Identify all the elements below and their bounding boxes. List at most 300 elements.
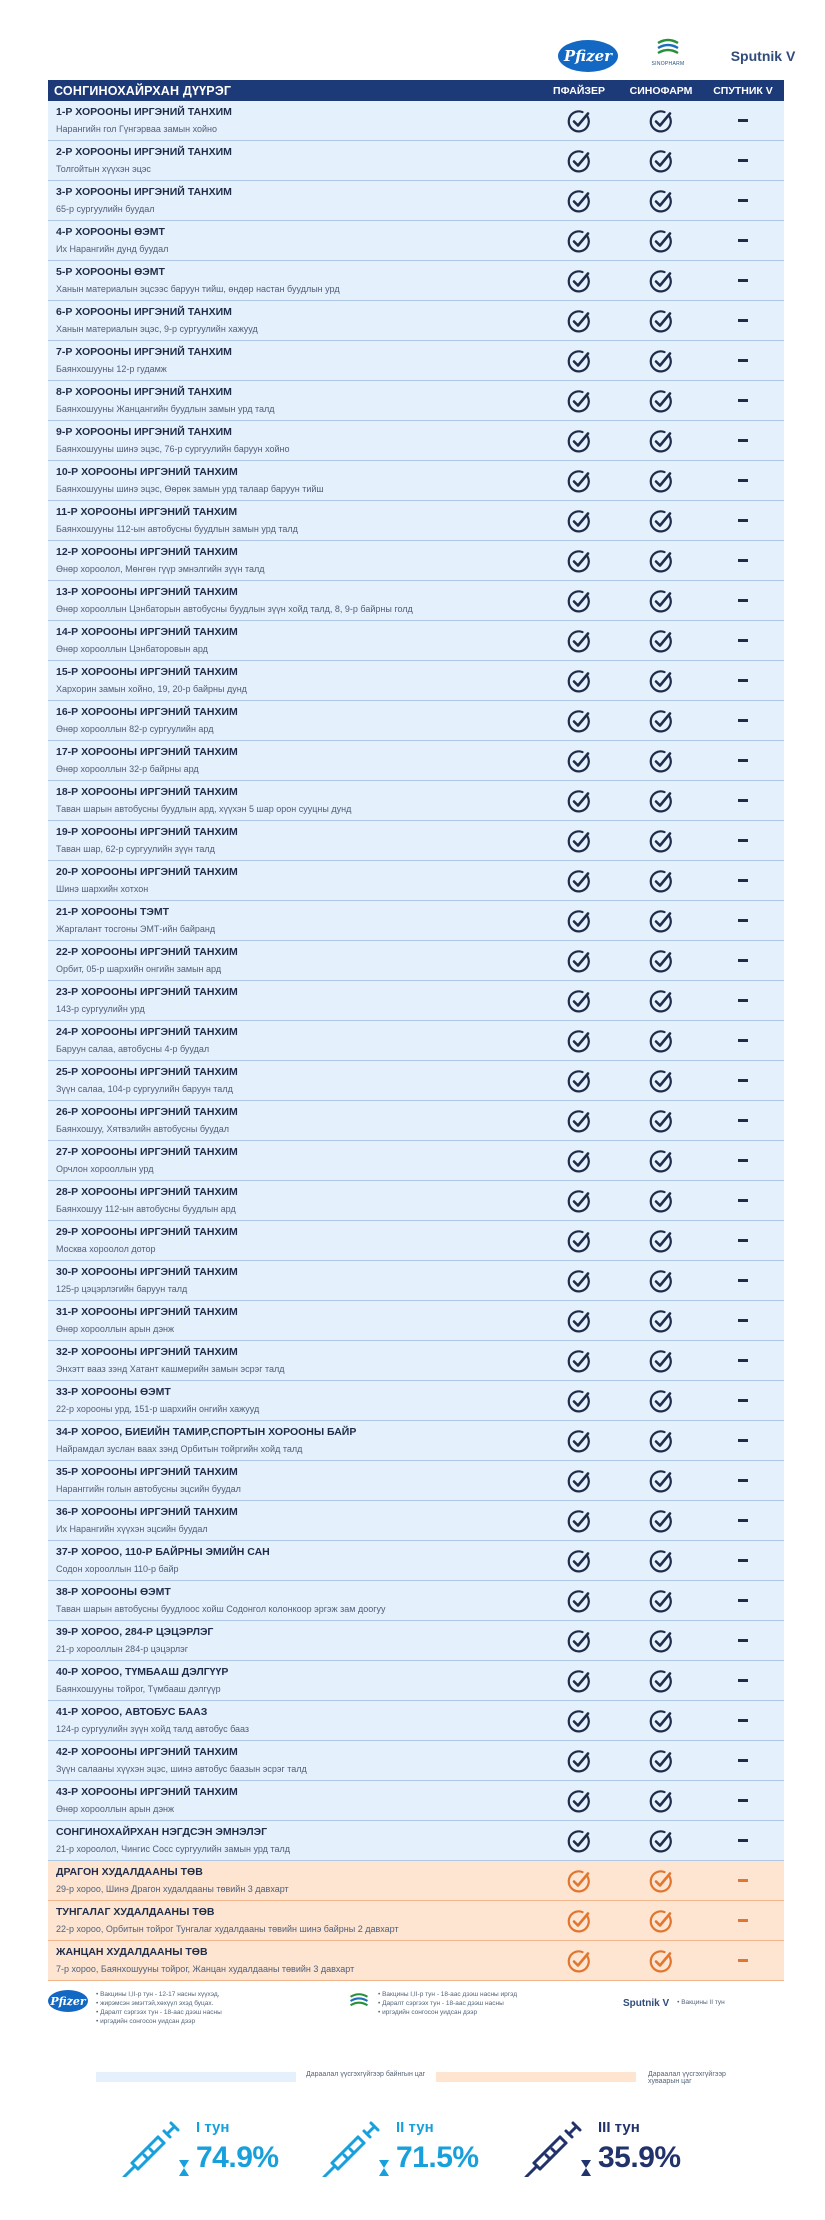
check-circle-icon bbox=[567, 1029, 591, 1053]
site-name: ЖАНЦАН ХУДАЛДААНЫ ТӨВ bbox=[56, 1946, 208, 1958]
dash-icon bbox=[738, 1199, 748, 1202]
site-info bbox=[48, 141, 538, 180]
dash-icon bbox=[738, 799, 748, 802]
logo-bar bbox=[0, 0, 825, 80]
cell-sinopharm bbox=[620, 1381, 702, 1420]
cell-sputnik bbox=[702, 1941, 784, 1980]
check-circle-icon bbox=[567, 869, 591, 893]
site-info bbox=[48, 1381, 538, 1420]
site-info bbox=[48, 1061, 538, 1100]
cell-pfizer bbox=[538, 101, 620, 140]
site-name: 19-Р ХОРООНЫ ИРГЭНИЙ ТАНХИМ bbox=[56, 826, 238, 838]
cell-sputnik bbox=[702, 661, 784, 700]
cell-pfizer bbox=[538, 1861, 620, 1900]
site-info bbox=[48, 1221, 538, 1260]
table-row bbox=[48, 1741, 784, 1781]
table-row bbox=[48, 1581, 784, 1621]
site-info bbox=[48, 461, 538, 500]
table-row bbox=[48, 221, 784, 261]
site-info bbox=[48, 1741, 538, 1780]
site-address: Өнөр хорооллын арын дэнж bbox=[56, 1804, 175, 1814]
check-circle-icon bbox=[567, 509, 591, 533]
pfizer-logo-text: Pfizer bbox=[563, 47, 613, 65]
check-circle-icon bbox=[649, 229, 673, 253]
site-name: 2-Р ХОРООНЫ ИРГЭНИЙ ТАНХИМ bbox=[56, 146, 232, 158]
check-circle-icon bbox=[649, 709, 673, 733]
check-circle-icon bbox=[649, 789, 673, 813]
check-circle-icon bbox=[649, 1029, 673, 1053]
cell-sinopharm bbox=[620, 1541, 702, 1580]
dash-icon bbox=[738, 1359, 748, 1362]
check-circle-icon bbox=[649, 829, 673, 853]
table-row bbox=[48, 1781, 784, 1821]
site-address: Баянхошууны Жанцангийн буудлын замын урд талд bbox=[56, 404, 275, 414]
cell-pfizer bbox=[538, 1421, 620, 1460]
site-address: 21-р хорооллын 284-р цэцэрлэг bbox=[56, 1644, 189, 1654]
table-row bbox=[48, 141, 784, 181]
site-address: 7-р хороо, Баянхошууны тойрог, Жанцан худалдааны төвийн 3 давхарт bbox=[56, 1964, 355, 1974]
site-address: Наранггийн голын автобусны эцсийн буудал bbox=[56, 1484, 241, 1494]
dash-icon bbox=[738, 639, 748, 642]
site-info bbox=[48, 1141, 538, 1180]
table-row bbox=[48, 1261, 784, 1301]
dash-icon bbox=[738, 1879, 748, 1882]
site-address: Зүүн салаа, 104-р сургуулийн баруун талд bbox=[56, 1084, 233, 1094]
cell-pfizer bbox=[538, 501, 620, 540]
table-row bbox=[48, 1181, 784, 1221]
site-address: Таван шарын автобусны буудлын ард, хүүхэн 5 шар орон сууцны дунд bbox=[56, 804, 352, 814]
cell-sinopharm bbox=[620, 541, 702, 580]
cell-sinopharm bbox=[620, 341, 702, 380]
cell-sinopharm bbox=[620, 1261, 702, 1300]
dash-icon bbox=[738, 239, 748, 242]
cell-sputnik bbox=[702, 821, 784, 860]
cell-sinopharm bbox=[620, 1141, 702, 1180]
dash-icon bbox=[738, 1839, 748, 1842]
site-address: Баянхошууны 12-р гудамж bbox=[56, 364, 167, 374]
site-address: Баянхошууны 112-ын автобусны буудлын замын урд талд bbox=[56, 524, 298, 534]
site-info bbox=[48, 1461, 538, 1500]
dash-icon bbox=[738, 1919, 748, 1922]
dash-icon bbox=[738, 359, 748, 362]
cell-sputnik bbox=[702, 901, 784, 940]
cell-pfizer bbox=[538, 861, 620, 900]
cell-pfizer bbox=[538, 1541, 620, 1580]
check-circle-icon bbox=[649, 1829, 673, 1853]
cell-pfizer bbox=[538, 1381, 620, 1420]
pfizer-small-logo-text: Pfizer bbox=[50, 1994, 86, 2008]
note-line: • жирэмсэн эмэгтэй,хөхүүл эхэд буцах. bbox=[96, 1999, 222, 2008]
check-circle-icon bbox=[567, 149, 591, 173]
note-line: • Вакцины I,II-р тун - 18-аас дээш насны иргэд bbox=[378, 1990, 517, 1999]
check-circle-icon bbox=[649, 1269, 673, 1293]
dash-icon bbox=[738, 719, 748, 722]
site-name: 24-Р ХОРООНЫ ИРГЭНИЙ ТАНХИМ bbox=[56, 1026, 238, 1038]
check-circle-icon bbox=[649, 1229, 673, 1253]
check-circle-icon bbox=[649, 909, 673, 933]
site-address: Орчлон хорооллын урд bbox=[56, 1164, 154, 1174]
dash-icon bbox=[738, 759, 748, 762]
site-address: Баруун салаа, автобусны 4-р буудал bbox=[56, 1044, 210, 1054]
site-address: Хархорин замын хойно, 19, 20-р байрны дунд bbox=[56, 684, 247, 694]
dose-stat-1 bbox=[118, 2105, 318, 2195]
cell-sputnik bbox=[702, 1141, 784, 1180]
site-address: 22-р хорооны урд, 151-р шархийн онгийн хажууд bbox=[56, 1404, 260, 1414]
site-info bbox=[48, 381, 538, 420]
cell-sinopharm bbox=[620, 261, 702, 300]
cell-pfizer bbox=[538, 1741, 620, 1780]
table-body bbox=[48, 101, 784, 1981]
cell-sinopharm bbox=[620, 1781, 702, 1820]
check-circle-icon bbox=[649, 1949, 673, 1973]
dash-icon bbox=[738, 519, 748, 522]
table-row bbox=[48, 1461, 784, 1501]
site-name: 14-Р ХОРООНЫ ИРГЭНИЙ ТАНХИМ bbox=[56, 626, 238, 638]
dash-icon bbox=[738, 919, 748, 922]
check-circle-icon bbox=[567, 1829, 591, 1853]
sinopharm-mark-icon bbox=[655, 37, 681, 59]
sinopharm-logo-text: SINOPHARM bbox=[651, 61, 685, 67]
cell-sinopharm bbox=[620, 381, 702, 420]
check-circle-icon bbox=[567, 629, 591, 653]
cell-sinopharm bbox=[620, 621, 702, 660]
table-row bbox=[48, 981, 784, 1021]
dash-icon bbox=[738, 279, 748, 282]
check-circle-icon bbox=[567, 1589, 591, 1613]
site-name: 29-Р ХОРООНЫ ИРГЭНИЙ ТАНХИМ bbox=[56, 1226, 238, 1238]
cell-pfizer bbox=[538, 181, 620, 220]
cell-sputnik bbox=[702, 1861, 784, 1900]
cell-pfizer bbox=[538, 1341, 620, 1380]
site-address: 124-р сургуулийн зүүн хойд талд автобус бааз bbox=[56, 1724, 250, 1734]
check-circle-icon bbox=[567, 549, 591, 573]
cell-sinopharm bbox=[620, 1941, 702, 1980]
dose-label: III тун bbox=[598, 2119, 640, 2136]
table-row bbox=[48, 781, 784, 821]
note-line: • Вакцины II тун bbox=[677, 1998, 725, 2007]
table-row bbox=[48, 541, 784, 581]
cell-sinopharm bbox=[620, 501, 702, 540]
dash-icon bbox=[738, 1639, 748, 1642]
check-circle-icon bbox=[567, 1709, 591, 1733]
check-circle-icon bbox=[567, 1389, 591, 1413]
dash-icon bbox=[738, 1039, 748, 1042]
check-circle-icon bbox=[649, 749, 673, 773]
check-circle-icon bbox=[567, 1949, 591, 1973]
site-name: 38-Р ХОРООНЫ ӨЭМТ bbox=[56, 1586, 171, 1598]
site-name: 21-Р ХОРООНЫ ТЭМТ bbox=[56, 906, 170, 918]
cell-sputnik bbox=[702, 1221, 784, 1260]
check-circle-icon bbox=[649, 149, 673, 173]
site-info bbox=[48, 941, 538, 980]
cell-sinopharm bbox=[620, 861, 702, 900]
cell-pfizer bbox=[538, 1101, 620, 1140]
cell-pfizer bbox=[538, 1701, 620, 1740]
site-info bbox=[48, 781, 538, 820]
site-info bbox=[48, 1181, 538, 1220]
cell-sputnik bbox=[702, 1261, 784, 1300]
cell-sputnik bbox=[702, 181, 784, 220]
site-info bbox=[48, 1501, 538, 1540]
site-name: 34-Р ХОРОО, БИЕИЙН ТАМИР,СПОРТЫН ХОРООНЫ БАЙР bbox=[56, 1426, 357, 1438]
check-circle-icon bbox=[649, 1549, 673, 1573]
site-info bbox=[48, 701, 538, 740]
check-circle-icon bbox=[649, 1109, 673, 1133]
check-circle-icon bbox=[567, 389, 591, 413]
dash-icon bbox=[738, 119, 748, 122]
check-circle-icon bbox=[567, 789, 591, 813]
site-name: 41-Р ХОРОО, АВТОБУС БААЗ bbox=[56, 1706, 208, 1718]
site-name: 3-Р ХОРООНЫ ИРГЭНИЙ ТАНХИМ bbox=[56, 186, 232, 198]
legend-swatch-blue bbox=[96, 2072, 296, 2082]
site-address: Баянхошуу, Хятвэлийн автобусны буудал bbox=[56, 1124, 230, 1134]
site-info bbox=[48, 341, 538, 380]
site-name: 27-Р ХОРООНЫ ИРГЭНИЙ ТАНХИМ bbox=[56, 1146, 238, 1158]
site-name: СОНГИНОХАЙРХАН НЭГДСЭН ЭМНЭЛЭГ bbox=[56, 1826, 268, 1838]
cell-pfizer bbox=[538, 821, 620, 860]
check-circle-icon bbox=[649, 189, 673, 213]
check-circle-icon bbox=[567, 469, 591, 493]
site-address: Энхэтт вааз зэнд Хатант кашмерийн замын эсрэг талд bbox=[56, 1364, 285, 1374]
dose-percent: 74.9% bbox=[196, 2141, 279, 2174]
table-row bbox=[48, 501, 784, 541]
site-address: Их Нарангийн дунд буудал bbox=[56, 244, 169, 254]
check-circle-icon bbox=[649, 349, 673, 373]
table-row bbox=[48, 301, 784, 341]
site-address: Найрамдал зуслан ваах зэнд Орбитын тойргийн хойд талд bbox=[56, 1444, 303, 1454]
cell-pfizer bbox=[538, 1581, 620, 1620]
check-circle-icon bbox=[649, 1069, 673, 1093]
dash-icon bbox=[738, 1399, 748, 1402]
table-header bbox=[48, 80, 784, 101]
legend-label-blue: Дараалал үүсгэхгүйгээр байнгын цаг bbox=[306, 2071, 426, 2078]
site-address: 29-р хороо, Шинэ Драгон худалдааны төвийн 3 давхарт bbox=[56, 1884, 289, 1894]
cell-sputnik bbox=[702, 781, 784, 820]
dash-icon bbox=[738, 1719, 748, 1722]
check-circle-icon bbox=[649, 1309, 673, 1333]
check-circle-icon bbox=[649, 1149, 673, 1173]
site-info bbox=[48, 901, 538, 940]
cell-sputnik bbox=[702, 1581, 784, 1620]
pfizer-logo bbox=[558, 40, 618, 72]
site-name: 20-Р ХОРООНЫ ИРГЭНИЙ ТАНХИМ bbox=[56, 866, 238, 878]
site-name: 26-Р ХОРООНЫ ИРГЭНИЙ ТАНХИМ bbox=[56, 1106, 238, 1118]
hourglass-icon bbox=[378, 2159, 390, 2177]
dash-icon bbox=[738, 1479, 748, 1482]
cell-pfizer bbox=[538, 1261, 620, 1300]
site-address: Зүүн салааны хүүхэн эцэс, шинэ автобус баазын эсрэг талд bbox=[56, 1764, 307, 1774]
site-name: 6-Р ХОРООНЫ ИРГЭНИЙ ТАНХИМ bbox=[56, 306, 232, 318]
site-address: 21-р хороолол, Чингис Сосс сургуулийн замын урд талд bbox=[56, 1844, 290, 1854]
check-circle-icon bbox=[567, 1069, 591, 1093]
site-address: 65-р сургуулийн буудал bbox=[56, 204, 155, 214]
site-info bbox=[48, 861, 538, 900]
note-pfizer bbox=[48, 1990, 222, 2026]
cell-sputnik bbox=[702, 141, 784, 180]
check-circle-icon bbox=[649, 429, 673, 453]
check-circle-icon bbox=[567, 1629, 591, 1653]
table-row bbox=[48, 1941, 784, 1981]
site-info bbox=[48, 261, 538, 300]
sinopharm-small-logo-icon bbox=[348, 1990, 370, 2012]
cell-sinopharm bbox=[620, 141, 702, 180]
cell-pfizer bbox=[538, 1781, 620, 1820]
check-circle-icon bbox=[567, 1549, 591, 1573]
dash-icon bbox=[738, 679, 748, 682]
cell-pfizer bbox=[538, 141, 620, 180]
cell-pfizer bbox=[538, 1061, 620, 1100]
site-info bbox=[48, 1701, 538, 1740]
site-info bbox=[48, 581, 538, 620]
sinopharm-logo bbox=[638, 30, 698, 74]
site-info bbox=[48, 661, 538, 700]
check-circle-icon bbox=[567, 429, 591, 453]
check-circle-icon bbox=[567, 709, 591, 733]
site-address: Содон хорооллын 110-р байр bbox=[56, 1564, 179, 1574]
site-name: 13-Р ХОРООНЫ ИРГЭНИЙ ТАНХИМ bbox=[56, 586, 238, 598]
check-circle-icon bbox=[567, 829, 591, 853]
site-name: 8-Р ХОРООНЫ ИРГЭНИЙ ТАНХИМ bbox=[56, 386, 232, 398]
site-address: Нарангийн гол Гүнгэрваа замын хойно bbox=[56, 124, 218, 134]
cell-pfizer bbox=[538, 421, 620, 460]
check-circle-icon bbox=[649, 1789, 673, 1813]
cell-sinopharm bbox=[620, 941, 702, 980]
check-circle-icon bbox=[567, 309, 591, 333]
cell-sinopharm bbox=[620, 1061, 702, 1100]
check-circle-icon bbox=[567, 949, 591, 973]
check-circle-icon bbox=[649, 1909, 673, 1933]
check-circle-icon bbox=[649, 669, 673, 693]
site-address: Өнөр хорооллын арын дэнж bbox=[56, 1324, 175, 1334]
cell-sinopharm bbox=[620, 1621, 702, 1660]
cell-sputnik bbox=[702, 1341, 784, 1380]
site-name: 10-Р ХОРООНЫ ИРГЭНИЙ ТАНХИМ bbox=[56, 466, 238, 478]
check-circle-icon bbox=[649, 1189, 673, 1213]
cell-pfizer bbox=[538, 1821, 620, 1860]
site-name: 9-Р ХОРООНЫ ИРГЭНИЙ ТАНХИМ bbox=[56, 426, 232, 438]
cell-sinopharm bbox=[620, 1421, 702, 1460]
check-circle-icon bbox=[649, 869, 673, 893]
check-circle-icon bbox=[567, 269, 591, 293]
table-row bbox=[48, 101, 784, 141]
site-name: 15-Р ХОРООНЫ ИРГЭНИЙ ТАНХИМ bbox=[56, 666, 238, 678]
cell-sputnik bbox=[702, 501, 784, 540]
cell-sputnik bbox=[702, 1461, 784, 1500]
dash-icon bbox=[738, 1519, 748, 1522]
table-row bbox=[48, 1501, 784, 1541]
check-circle-icon bbox=[567, 229, 591, 253]
site-info bbox=[48, 541, 538, 580]
dash-icon bbox=[738, 1239, 748, 1242]
table-row bbox=[48, 1661, 784, 1701]
check-circle-icon bbox=[567, 1509, 591, 1533]
site-address: Баянхошууны тойрог, Түмбааш дэлгүүр bbox=[56, 1684, 221, 1694]
check-circle-icon bbox=[567, 989, 591, 1013]
check-circle-icon bbox=[567, 1669, 591, 1693]
syringe-icon bbox=[118, 2113, 180, 2177]
table-row bbox=[48, 1541, 784, 1581]
table-title: СОНГИНОХАЙРХАН ДҮҮРЭГ bbox=[54, 83, 232, 98]
cell-sinopharm bbox=[620, 661, 702, 700]
cell-pfizer bbox=[538, 581, 620, 620]
cell-sinopharm bbox=[620, 1901, 702, 1940]
cell-pfizer bbox=[538, 1461, 620, 1500]
check-circle-icon bbox=[649, 629, 673, 653]
check-circle-icon bbox=[567, 1229, 591, 1253]
site-address: Өнөр хороолол, Мөнгөн гүүр эмнэлгийн зүүн талд bbox=[56, 564, 265, 574]
cell-sputnik bbox=[702, 861, 784, 900]
site-address: Баянхошуу 112-ын автобусны буудлын ард bbox=[56, 1204, 236, 1214]
check-circle-icon bbox=[567, 1429, 591, 1453]
site-name: 37-Р ХОРОО, 110-Р БАЙРНЫ ЭМИЙН САН bbox=[56, 1546, 270, 1558]
cell-sputnik bbox=[702, 341, 784, 380]
site-name: 4-Р ХОРООНЫ ӨЭМТ bbox=[56, 226, 165, 238]
table-row bbox=[48, 1341, 784, 1381]
check-circle-icon bbox=[649, 1589, 673, 1613]
table-row bbox=[48, 261, 784, 301]
site-name: 39-Р ХОРОО, 284-Р ЦЭЦЭРЛЭГ bbox=[56, 1626, 214, 1638]
site-address: Өнөр хорооллын 82-р сургуулийн ард bbox=[56, 724, 214, 734]
site-info bbox=[48, 301, 538, 340]
check-circle-icon bbox=[649, 1669, 673, 1693]
check-circle-icon bbox=[649, 1509, 673, 1533]
hourglass-icon bbox=[580, 2159, 592, 2177]
dash-icon bbox=[738, 839, 748, 842]
cell-pfizer bbox=[538, 941, 620, 980]
cell-sputnik bbox=[702, 541, 784, 580]
legend-label-orange: Дараалал үүсгэхгүйгээр хуваарын цаг bbox=[648, 2071, 726, 2085]
dose-stat-3 bbox=[520, 2105, 720, 2195]
table-row bbox=[48, 621, 784, 661]
cell-sinopharm bbox=[620, 461, 702, 500]
site-name: 30-Р ХОРООНЫ ИРГЭНИЙ ТАНХИМ bbox=[56, 1266, 238, 1278]
site-info bbox=[48, 421, 538, 460]
check-circle-icon bbox=[567, 1749, 591, 1773]
table-row bbox=[48, 1621, 784, 1661]
site-info bbox=[48, 1101, 538, 1140]
table-row bbox=[48, 741, 784, 781]
cell-sinopharm bbox=[620, 1021, 702, 1060]
syringe-icon bbox=[520, 2113, 582, 2177]
cell-sputnik bbox=[702, 701, 784, 740]
cell-pfizer bbox=[538, 981, 620, 1020]
site-info bbox=[48, 1901, 538, 1940]
cell-sinopharm bbox=[620, 221, 702, 260]
site-info bbox=[48, 1661, 538, 1700]
site-info bbox=[48, 1581, 538, 1620]
site-address: Өнөр хорооллын Цэнбаторовын ард bbox=[56, 644, 208, 654]
table-row bbox=[48, 1221, 784, 1261]
check-circle-icon bbox=[649, 1629, 673, 1653]
cell-sputnik bbox=[702, 1301, 784, 1340]
table-row bbox=[48, 381, 784, 421]
cell-pfizer bbox=[538, 341, 620, 380]
cell-sputnik bbox=[702, 981, 784, 1020]
table-row bbox=[48, 1701, 784, 1741]
site-address: Ханын материалын эцсээс баруун тийш, өндөр настан буудлын урд bbox=[56, 284, 340, 294]
check-circle-icon bbox=[649, 1389, 673, 1413]
check-circle-icon bbox=[567, 1789, 591, 1813]
site-info bbox=[48, 741, 538, 780]
cell-pfizer bbox=[538, 1141, 620, 1180]
site-address: 143-р сургуулийн урд bbox=[56, 1004, 145, 1014]
check-circle-icon bbox=[649, 309, 673, 333]
check-circle-icon bbox=[649, 389, 673, 413]
site-address: Баянхошууны шинэ эцэс, Өөрөк замын урд талаар баруун тийш bbox=[56, 484, 324, 494]
site-address: Толгойтын хүүхэн эцэс bbox=[56, 164, 151, 174]
table-row bbox=[48, 1901, 784, 1941]
table-row bbox=[48, 1021, 784, 1061]
